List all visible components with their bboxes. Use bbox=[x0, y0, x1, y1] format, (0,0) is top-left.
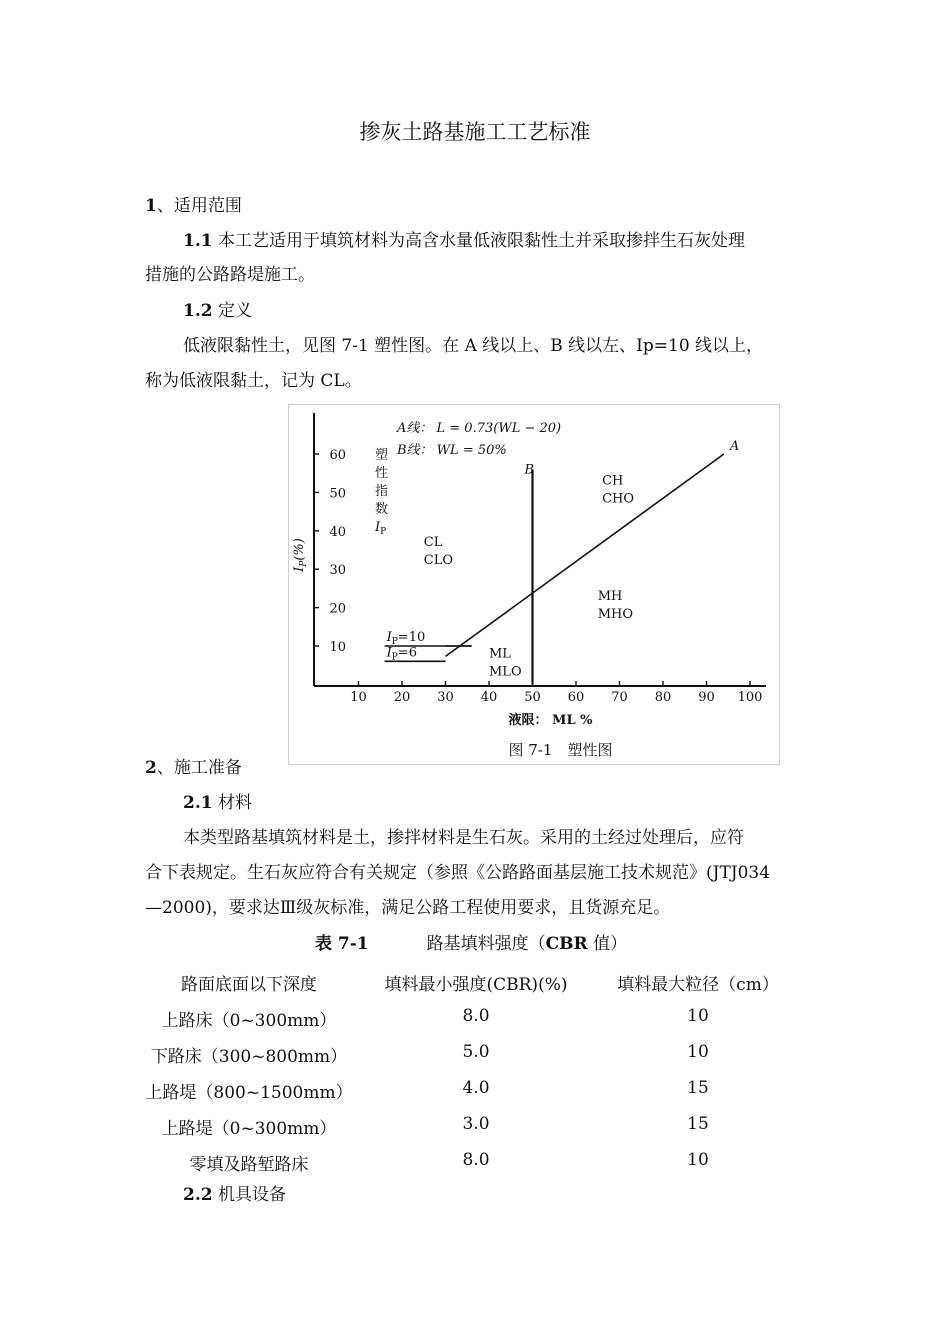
page-title: 掺灰土路基施工工艺标准 bbox=[359, 120, 591, 144]
x-tick-label: 60 bbox=[567, 690, 585, 705]
clause-text: 本工艺适用于填筑材料为高含水量低液限黏性土并采取掺拌生石灰处理 bbox=[212, 231, 745, 251]
table-cell: 上路床（0~300mm） bbox=[161, 1011, 337, 1031]
para-1-1-line1 bbox=[183, 231, 745, 251]
clause-number: 1.2 bbox=[183, 301, 213, 321]
ip6-label: $I_P=6$ bbox=[386, 645, 417, 663]
table-header-cell: 填料最小强度(CBR)(%) bbox=[384, 975, 568, 995]
chart-caption: 图 7-1 塑性图 bbox=[508, 741, 613, 759]
section-1-heading bbox=[145, 196, 242, 216]
table-header-cell: 填料最大粒径（cm） bbox=[617, 975, 779, 995]
table-cell: 8.0 bbox=[462, 1150, 490, 1170]
table-cell: 15 bbox=[687, 1078, 709, 1098]
clause-text: 材料 bbox=[212, 793, 252, 813]
y-tick-label: 40 bbox=[329, 524, 346, 540]
y-tick-label: 10 bbox=[329, 640, 346, 655]
legend-entry: B线： WL = 50% bbox=[397, 443, 507, 458]
x-tick-label: 20 bbox=[393, 690, 411, 705]
y-tick-label: 50 bbox=[329, 486, 346, 502]
y-tick-label: 20 bbox=[329, 601, 346, 617]
y-label-char: $I_P$ bbox=[375, 520, 387, 537]
chart-series bbox=[385, 454, 724, 684]
table-cell: 3.0 bbox=[462, 1114, 490, 1134]
material-line2: 合下表规定。生石灰应符合有关规定（参照《公路路面基层施工技术规范》(JTJ034 bbox=[145, 863, 771, 883]
table-title-bold: CBR bbox=[545, 934, 588, 954]
series-a bbox=[446, 454, 724, 656]
y-label-char: 数 bbox=[375, 502, 389, 517]
material-line3: —2000)，要求达Ⅲ级灰标准，满足公路工程使用要求，且货源充足。 bbox=[145, 898, 671, 918]
table-cell: 10 bbox=[687, 1042, 709, 1062]
section-number: 1 bbox=[145, 196, 157, 216]
definition-line1: 低液限黏性土，见图 7-1 塑性图。在 A 线以上、B 线以左、Ip=10 线以上， bbox=[183, 336, 764, 356]
line-a-label: A bbox=[729, 439, 740, 454]
table-number: 表 7-1 bbox=[315, 934, 369, 954]
y-axis-title: $I_P(\%)$ bbox=[292, 538, 309, 572]
region-label: CH bbox=[602, 473, 624, 489]
y-label-char: 指 bbox=[375, 484, 389, 499]
legend-entry: A线： L = 0.73(WL − 20) bbox=[397, 421, 562, 436]
clause-number: 2.2 bbox=[183, 1185, 213, 1205]
chart-labels bbox=[292, 421, 739, 759]
para-1-1-line2: 措施的公路路堤施工。 bbox=[145, 265, 315, 285]
region-label: MHO bbox=[597, 606, 634, 622]
table-caption bbox=[315, 934, 627, 954]
line-b-label: B bbox=[524, 462, 535, 478]
para-2-1-heading bbox=[183, 793, 252, 813]
table-cell: 下路床（300~800mm） bbox=[150, 1047, 348, 1067]
plasticity-chart bbox=[289, 405, 779, 764]
x-tick-label: 70 bbox=[611, 690, 628, 705]
clause-text: 机具设备 bbox=[212, 1185, 286, 1205]
table-cell: 10 bbox=[687, 1006, 709, 1026]
x-tick-label: 40 bbox=[480, 690, 498, 705]
y-tick-label: 60 bbox=[329, 448, 346, 463]
table-cell: 上路堤（800~1500mm） bbox=[145, 1083, 353, 1103]
table-cell: 10 bbox=[687, 1150, 709, 1170]
y-label-char: 性 bbox=[375, 466, 389, 481]
table-cell: 8.0 bbox=[462, 1006, 490, 1026]
definition-line2: 称为低液限黏土，记为 CL。 bbox=[145, 371, 362, 391]
para-2-2-heading bbox=[183, 1185, 286, 1205]
table-cell: 上路堤（0~300mm） bbox=[161, 1119, 337, 1139]
table-cell: 5.0 bbox=[462, 1042, 490, 1062]
section-title: 、施工准备 bbox=[156, 758, 242, 778]
table-title: 路基填料强度（ bbox=[426, 934, 546, 954]
section-number: 2 bbox=[145, 758, 157, 778]
ip10-label: $I_P=10$ bbox=[386, 630, 426, 647]
clause-number: 2.1 bbox=[183, 793, 213, 813]
y-tick-label: 30 bbox=[329, 563, 346, 579]
y-label-char: 塑 bbox=[375, 448, 389, 463]
region-label: CLO bbox=[423, 553, 453, 569]
x-tick-label: 90 bbox=[698, 690, 715, 705]
table-header-cell: 路面底面以下深度 bbox=[181, 975, 317, 995]
table-title-end: 值） bbox=[587, 934, 628, 954]
table-cell: 15 bbox=[687, 1114, 709, 1134]
x-tick-label: 80 bbox=[654, 690, 672, 705]
clause-number: 1.1 bbox=[183, 231, 213, 251]
table-cell: 4.0 bbox=[462, 1078, 490, 1098]
region-label: MLO bbox=[489, 664, 522, 680]
material-line1: 本类型路基填筑材料是土，掺拌材料是生石灰。采用的土经过处理后，应符 bbox=[183, 828, 744, 848]
plasticity-chart-figure bbox=[288, 404, 780, 765]
section-2-heading bbox=[145, 758, 242, 778]
clause-text: 定义 bbox=[212, 301, 252, 321]
x-tick-label: 100 bbox=[737, 690, 763, 705]
x-tick-label: 10 bbox=[350, 690, 367, 705]
x-tick-label: 50 bbox=[524, 690, 541, 705]
region-label: MH bbox=[597, 588, 623, 604]
table-cell: 零填及路堑路床 bbox=[189, 1155, 309, 1175]
region-label: CHO bbox=[602, 491, 635, 507]
x-axis-title: 液限： ML % bbox=[508, 713, 593, 728]
region-label: CL bbox=[423, 535, 443, 551]
para-1-2-heading bbox=[183, 301, 252, 321]
x-tick-label: 30 bbox=[437, 690, 454, 705]
section-title: 、适用范围 bbox=[156, 196, 242, 216]
region-label: ML bbox=[489, 646, 511, 662]
